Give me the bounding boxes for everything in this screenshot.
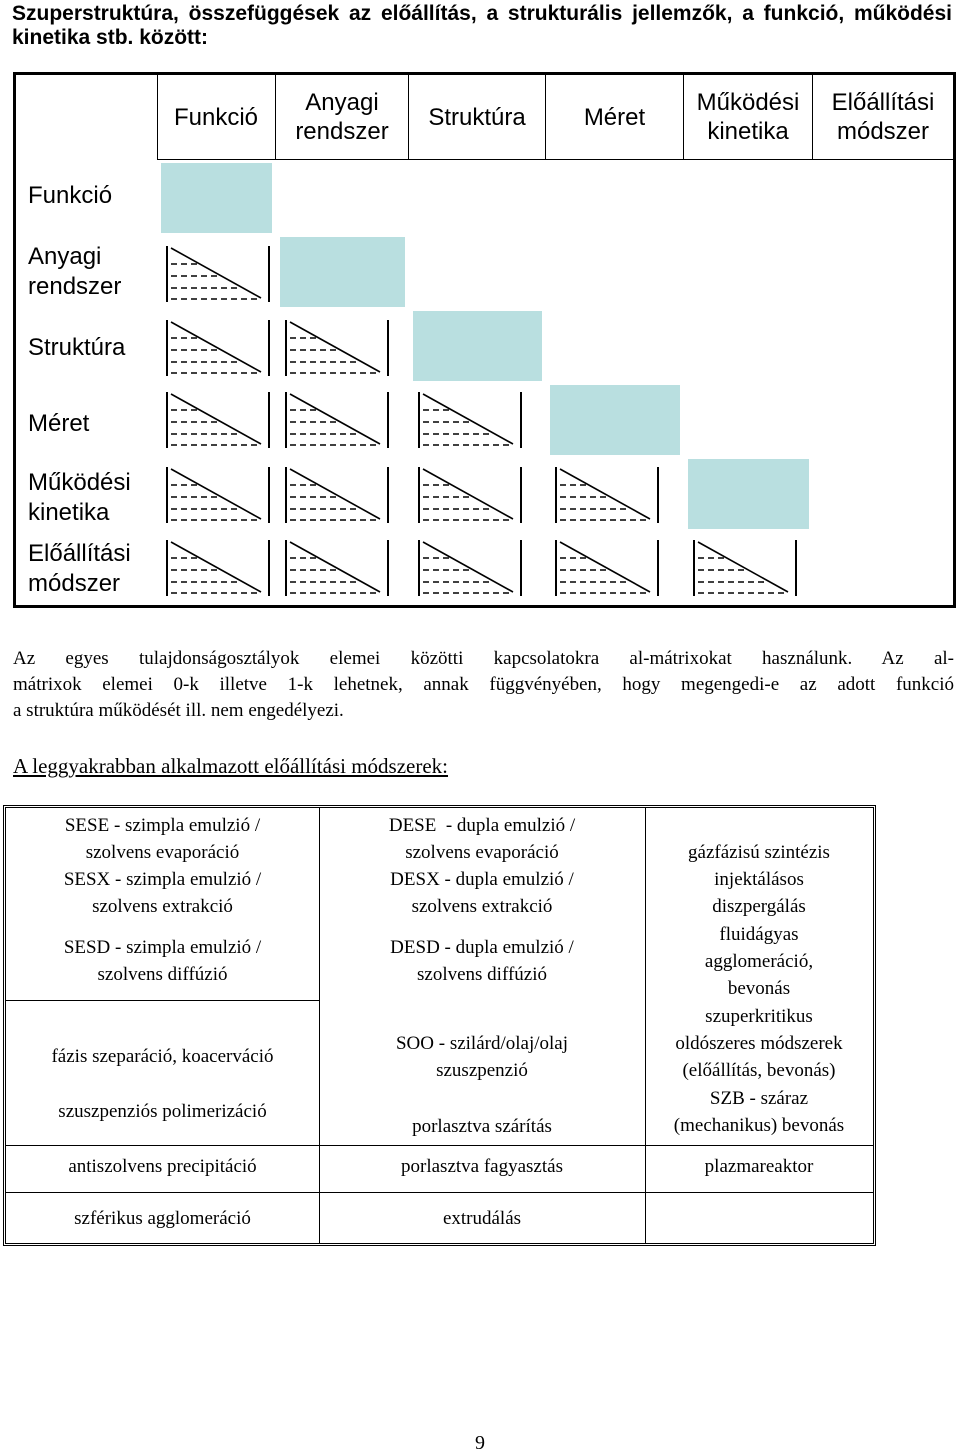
submatrix-paragraph — [13, 646, 954, 724]
lower-triangular-submatrix-icon — [417, 390, 525, 450]
method-desd-line-2: szolvens diffúzió — [417, 964, 547, 985]
method-fluidagyas-line-2: agglomeráció, — [704, 951, 814, 972]
method-dese — [319, 812, 645, 866]
lower-triangular-submatrix-icon — [284, 390, 392, 450]
method-sesx-line-2: szolvens extrakció — [92, 896, 233, 917]
method-szb-line-2: (mechanikus) bevonás — [673, 1115, 845, 1136]
method-plazmareaktor: plazmareaktor — [704, 1156, 814, 1177]
method-extrudalas: extrudálás — [442, 1208, 522, 1229]
method-fluidagyas-line-3: bevonás — [727, 978, 791, 999]
section-heading — [12, 2, 952, 50]
matrix-row-header: Méret — [28, 409, 90, 437]
lower-triangular-submatrix-icon — [417, 538, 525, 598]
method-soo-line-2: szuszpenzió — [436, 1060, 528, 1081]
method-fazis: fázis szeparáció, koacerváció — [51, 1046, 274, 1067]
matrix-row-header: Struktúra — [28, 334, 126, 361]
paragraph-line-3: a struktúra működését ill. nem engedélyezi. — [13, 700, 344, 721]
page-number: 9 — [475, 1432, 485, 1454]
method-sesd-line-2: szolvens diffúzió — [97, 964, 228, 985]
method-antiszolvens: antiszolvens precipitáció — [68, 1156, 257, 1177]
matrix-divider — [157, 75, 158, 159]
matrix-diagonal-cell — [280, 237, 405, 307]
method-desx-line-1: DESX - dupla emulzió / — [390, 869, 574, 890]
methods-table — [3, 805, 876, 1246]
lower-triangular-submatrix-icon — [417, 465, 525, 525]
method-sese — [6, 812, 319, 866]
method-szferikus: szférikus agglomeráció — [74, 1208, 251, 1229]
method-gazfazisu: gázfázisú szintézis — [688, 842, 830, 863]
method-injektalasos-line-1: injektálásos — [714, 869, 804, 890]
paragraph-line-1: Az egyes tulajdonságosztályok elemei közötti kapcsolatokra al-mátrixokat használunk. Az al- — [13, 648, 954, 669]
relationship-matrix — [13, 72, 956, 608]
method-szb — [645, 1085, 873, 1139]
method-dese-line-2: szolvens evaporáció — [405, 842, 559, 863]
matrix-col-header: Méret — [546, 75, 684, 159]
method-sese-line-1: SESE - szimpla emulzió / — [64, 815, 261, 836]
method-szuszpenzios: szuszpenziós polimerizáció — [58, 1101, 267, 1122]
matrix-row-header: Funkció — [28, 182, 113, 209]
matrix-diagonal-cell — [688, 459, 809, 529]
lower-triangular-submatrix-icon — [165, 390, 273, 450]
method-injektalasos-line-2: diszpergálás — [712, 896, 806, 917]
method-sesd — [6, 934, 319, 988]
matrix-diagonal-cell — [550, 385, 680, 455]
matrix-divider — [157, 159, 953, 160]
method-szb-line-1: SZB - száraz — [709, 1088, 809, 1109]
table-divider — [6, 1000, 319, 1001]
method-soo — [319, 1030, 645, 1084]
matrix-col-header: Működési kinetika — [684, 75, 813, 159]
matrix-diagonal-cell — [161, 163, 272, 233]
method-szuperkritikus — [645, 1003, 873, 1084]
heading-line-1: Szuperstruktúra, összefüggések az előállítás, a strukturális jellemzők, a funkció, működési — [12, 2, 952, 25]
lower-triangular-submatrix-icon — [165, 318, 273, 378]
matrix-col-header: Funkció — [157, 75, 276, 159]
matrix-row-header: Működési kinetika — [28, 468, 131, 526]
methods-heading: A leggyakrabban alkalmazott előállítási módszerek: — [13, 754, 449, 778]
table-divider — [6, 1145, 873, 1146]
lower-triangular-submatrix-icon — [165, 465, 273, 525]
method-desd-line-1: DESD - dupla emulzió / — [390, 937, 574, 958]
method-szuperkritikus-line-2: oldószeres módszerek — [675, 1033, 843, 1054]
method-szuperkritikus-line-1: szuperkritikus — [705, 1006, 813, 1027]
method-fluidagyas-line-1: fluidágyas — [719, 924, 799, 945]
lower-triangular-submatrix-icon — [692, 538, 800, 598]
lower-triangular-submatrix-icon — [284, 318, 392, 378]
method-sese-line-2: szolvens evaporáció — [85, 842, 240, 863]
method-injektalasos — [645, 866, 873, 920]
matrix-row-header: Előállítási módszer — [28, 540, 131, 597]
matrix-diagonal-cell — [413, 311, 542, 381]
table-divider — [6, 1192, 873, 1193]
matrix-row-header: Anyagi rendszer — [28, 243, 122, 300]
method-dese-line-1: DESE - dupla emulzió / — [388, 815, 576, 836]
lower-triangular-submatrix-icon — [284, 465, 392, 525]
method-desd — [319, 934, 645, 988]
method-szuperkritikus-line-3: (előállítás, bevonás) — [682, 1060, 836, 1081]
lower-triangular-submatrix-icon — [165, 538, 273, 598]
method-sesx — [6, 866, 319, 920]
lower-triangular-submatrix-icon — [554, 538, 662, 598]
matrix-col-header: Anyagi rendszer — [276, 75, 409, 159]
method-desx-line-2: szolvens extrakció — [411, 896, 553, 917]
method-porlasztva-fagyasztas: porlasztva fagyasztás — [401, 1156, 563, 1177]
paragraph-line-2: mátrixok elemei 0-k illetve 1-k lehetnek, annak függvényében, hogy megengedi-e az adott funkció — [13, 674, 954, 695]
matrix-col-header: Előállítási módszer — [831, 89, 935, 145]
matrix-col-header: Struktúra — [409, 75, 546, 159]
method-fluidagyas — [645, 921, 873, 1002]
lower-triangular-submatrix-icon — [284, 538, 392, 598]
heading-line-2: kinetika stb. között: — [12, 26, 209, 49]
method-sesd-line-1: SESD - szimpla emulzió / — [63, 937, 262, 958]
method-soo-line-1: SOO - szilárd/olaj/olaj — [395, 1033, 569, 1054]
method-sesx-line-1: SESX - szimpla emulzió / — [63, 869, 262, 890]
lower-triangular-submatrix-icon — [554, 465, 662, 525]
method-desx — [319, 866, 645, 920]
method-porlasztva-szaritas: porlasztva szárítás — [412, 1116, 552, 1137]
lower-triangular-submatrix-icon — [165, 244, 273, 304]
